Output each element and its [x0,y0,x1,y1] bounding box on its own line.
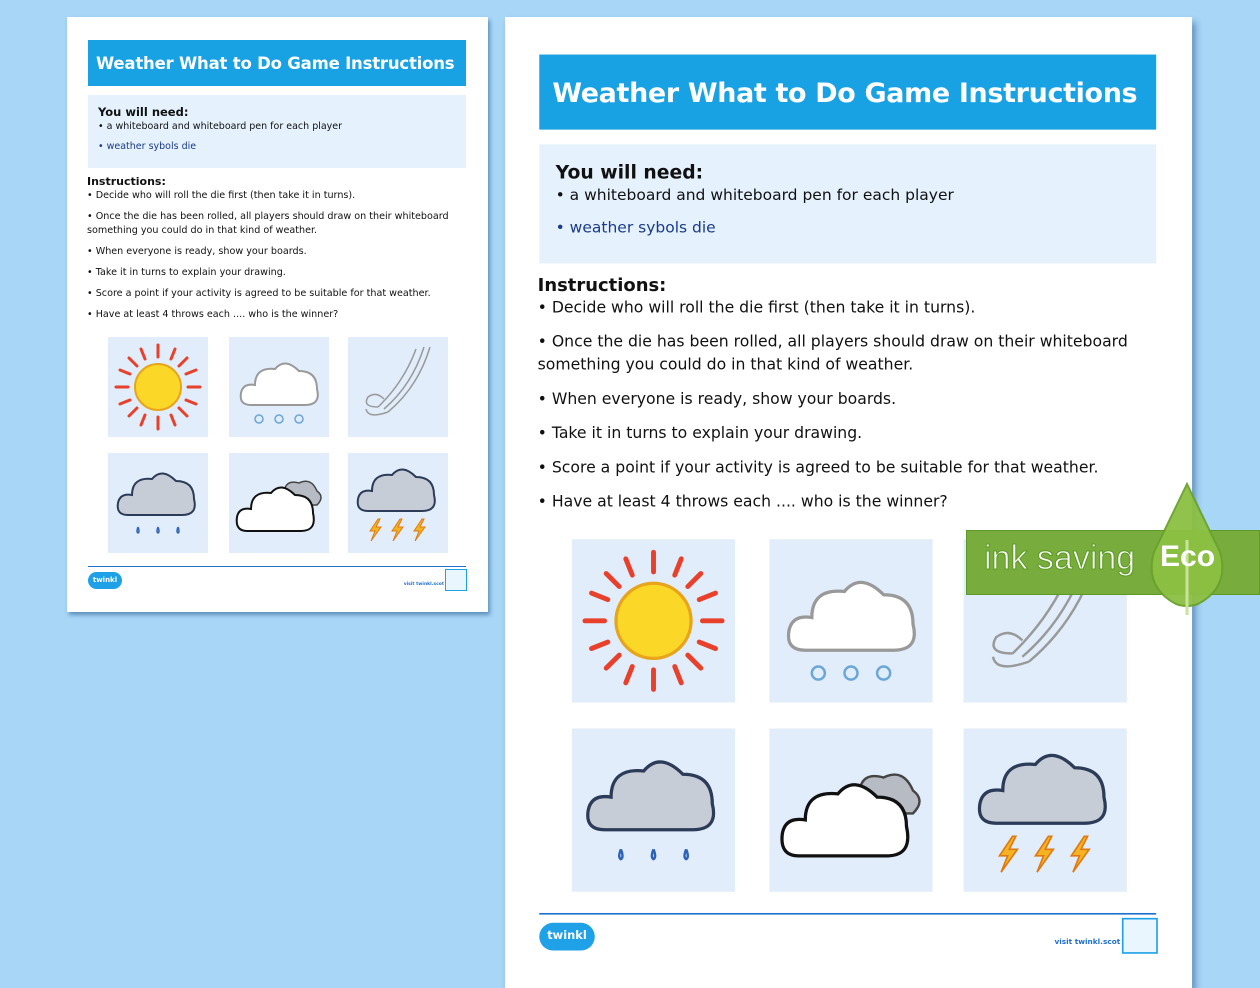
sun-icon [572,539,735,702]
instructions [538,275,1161,526]
instructions-heading: Instructions: [537,274,667,297]
footer-site-text: visit twinkl.scot [1054,939,1121,948]
twinkl-logo: twinkl [539,923,594,951]
instruction-item: • Take it in turns to explain your drawing. [87,267,286,278]
eco-label: Eco [1160,540,1216,573]
you-will-need-box [88,95,466,168]
quality-badge-icon [1122,918,1158,954]
rain-cloud-icon [572,729,735,892]
you-will-need-box [539,144,1156,263]
cloudy-icon [229,453,329,553]
worksheet-preview-small [67,17,488,612]
instruction-item: • Decide who will roll the die first (then take it in turns). [87,190,356,201]
instruction-item: • Once the die has been rolled, all players should draw on their whiteboard something you could do in that kind of weather. [537,333,1128,375]
rain-cloud-icon [108,453,208,553]
instruction-item: • Have at least 4 throws each .... who is the winner? [537,493,948,512]
instruction-item: • When everyone is ready, show your boards. [87,246,307,257]
quality-badge-icon [445,569,467,591]
needs-heading: You will need: [98,105,189,119]
instruction-item: • Score a point if your activity is agreed to be suitable for that weather. [537,459,1099,478]
sun-icon [108,337,208,437]
worksheet-preview-large [505,17,1192,988]
storm-icon [348,453,448,553]
needs-item: • weather sybols die [555,219,716,238]
instruction-item: • Once the die has been rolled, all players should draw on their whiteboard something you could do in that kind of weather. [87,211,449,236]
footer-divider [88,566,466,567]
instructions [87,175,469,329]
footer-site-text: visit twinkl.scot [403,582,444,587]
needs-heading: You will need: [555,160,704,184]
snow-cloud-icon [769,539,932,702]
instruction-item: • Have at least 4 throws each .... who is the winner? [87,309,339,320]
instructions-heading: Instructions: [87,175,166,188]
cloudy-icon [769,729,932,892]
twinkl-logo: twinkl [88,572,122,589]
ink-saving-text: ink saving [984,539,1136,577]
snow-cloud-icon [229,337,329,437]
needs-item: • a whiteboard and whiteboard pen for each player [555,186,954,205]
instruction-item: • Score a point if your activity is agreed to be suitable for that weather. [87,288,431,299]
page-title: Weather What to Do Game Instructions [539,55,1156,130]
instruction-item: • When everyone is ready, show your boards. [537,390,897,409]
storm-icon [964,729,1127,892]
needs-item: • weather sybols die [98,141,197,152]
instruction-item: • Decide who will roll the die first (then take it in turns). [537,299,976,318]
wind-icon [348,337,448,437]
page-title: Weather What to Do Game Instructions [88,40,466,86]
needs-item: • a whiteboard and whiteboard pen for each player [98,121,343,132]
instruction-item: • Take it in turns to explain your drawing. [537,425,863,443]
footer-divider [539,913,1156,915]
